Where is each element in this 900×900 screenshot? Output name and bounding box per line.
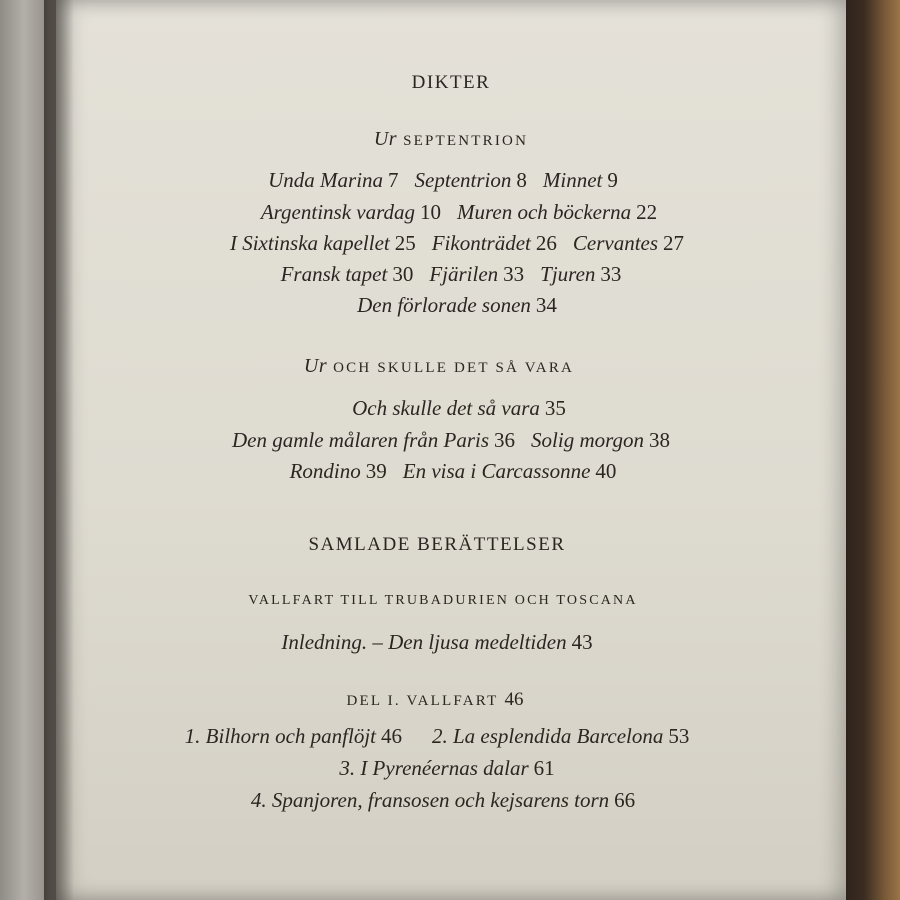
toc-line (62, 293, 852, 318)
heading-vallfart: VALLFART TILL TRUBADURIEN OCH TOSCANA (248, 593, 638, 608)
toc-line (64, 396, 854, 421)
toc-entry-title: Fjärilen (429, 262, 499, 286)
toc-entry-page: 8 (516, 168, 527, 192)
toc-line (64, 200, 854, 225)
section-title: OCH SKULLE DET SÅ VARA (333, 360, 575, 376)
toc-entry-title: Argentinsk vardag (260, 200, 415, 224)
toc-line (42, 630, 832, 655)
part-heading (40, 689, 830, 711)
part-page: 46 (504, 689, 524, 710)
toc-line (48, 788, 838, 813)
part-title: DEL I. VALLFART (346, 693, 499, 709)
section-title: SEPTENTRION (403, 133, 529, 149)
toc-entry-title: Minnet (542, 168, 603, 192)
toc-entry-title: Inledning. – Den ljusa medeltiden (281, 630, 567, 654)
toc-entry-page: 22 (636, 200, 658, 224)
section-heading-och-skulle (44, 355, 834, 378)
toc-entry-title: Tjuren (540, 262, 596, 286)
toc-line (48, 168, 838, 193)
toc-entry-title: 2. La esplendida Barcelona (431, 724, 664, 748)
toc-entry-title: Och skulle det så vara (352, 396, 540, 420)
toc-entry-page: 9 (607, 168, 618, 192)
toc-entry-title: 1. Bilhorn och panflöjt (184, 724, 376, 748)
toc-entry-page: 27 (663, 231, 685, 255)
toc-entry-page: 39 (365, 459, 387, 483)
toc-entry-page: 66 (614, 788, 636, 812)
toc-entry-title: I Sixtinska kapellet (229, 231, 390, 255)
toc-entry-title: Unda Marina (268, 168, 384, 192)
toc-entry-title: Solig morgon (531, 428, 645, 452)
toc-entry-page: 33 (600, 262, 622, 286)
gutter-shadow (44, 0, 74, 900)
book-cover-edge (840, 0, 900, 900)
toc-entry-page: 30 (392, 262, 414, 286)
toc-line (52, 756, 842, 781)
toc-entry-title: Fikonträdet (431, 231, 531, 255)
toc-line (58, 459, 848, 484)
toc-entry-title: 3. I Pyrenéernas dalar (339, 756, 529, 780)
toc-entry-page: 7 (388, 168, 399, 192)
heading-dikter: DIKTER (411, 72, 491, 93)
toc-entry-page: 53 (668, 724, 690, 748)
section-prefix: Ur (373, 128, 398, 150)
toc-entry-title: Fransk tapet (280, 262, 388, 286)
heading-samlade-berattelser: SAMLADE BERÄTTELSER (308, 534, 566, 555)
section-heading-septentrion (56, 128, 846, 151)
toc-line (42, 724, 832, 749)
toc-entry-page: 34 (535, 293, 557, 317)
toc-entry-title: Den förlorade sonen (357, 293, 531, 317)
toc-entry-page: 10 (420, 200, 441, 224)
toc-entry-page: 33 (503, 262, 525, 286)
toc-entry-page: 35 (544, 396, 566, 420)
toc-entry-page: 61 (533, 756, 555, 780)
section-prefix: Ur (303, 355, 328, 377)
toc-entry-page: 36 (494, 428, 516, 452)
toc-entry-page: 43 (571, 630, 593, 654)
toc-entry-title: Den gamle målaren från Paris (231, 428, 490, 452)
book-page (56, 0, 846, 900)
toc-line (56, 262, 846, 287)
toc-entry-title: Rondino (289, 459, 361, 483)
toc-entry-title: 4. Spanjoren, fransosen och kejsarens torn (250, 788, 610, 812)
toc-entry-page: 25 (394, 231, 416, 255)
toc-entry-title: En visa i Carcassonne (402, 459, 591, 483)
toc-entry-page: 46 (380, 724, 402, 748)
toc-entry-page: 26 (535, 231, 557, 255)
toc-entry-page: 40 (595, 459, 617, 483)
toc-line (56, 428, 846, 453)
toc-entry-title: Muren och böckerna (457, 200, 632, 224)
toc-entry-title: Cervantes (572, 231, 659, 255)
toc-entry-title: Septentrion (414, 168, 512, 192)
toc-line (62, 231, 852, 256)
toc-entry-page: 38 (649, 428, 671, 452)
